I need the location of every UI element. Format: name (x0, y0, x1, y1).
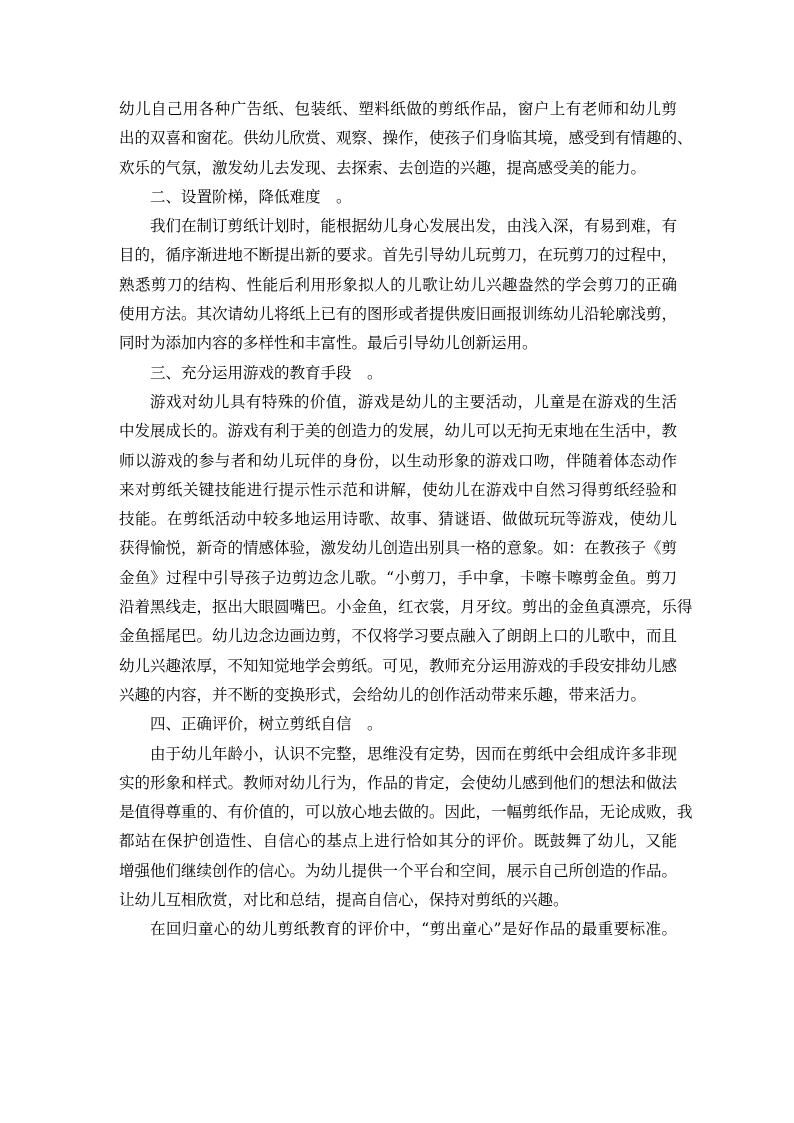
text-line: 出的双喜和窗花。供幼儿欣赏、观察、操作，使孩子们身临其境，感受到有情趣的、 (119, 129, 693, 148)
text-line: 熟悉剪刀的结构、性能后利用形象拟人的儿歌让幼儿兴趣盎然的学会剪刀的正确 (119, 275, 677, 294)
text-line: 都站在保护创造性、自信心的基点上进行恰如其分的评价。既鼓舞了幼儿，又能 (119, 832, 677, 851)
text-line: 师以游戏的参与者和幼儿玩伴的身份，以生动形象的游戏口吻，伴随着体态动作 (119, 451, 677, 470)
text-line: 使用方法。其次请幼儿将纸上已有的图形或者提供废旧画报训练幼儿沿轮廓浅剪， (119, 305, 678, 324)
text-line: 在回归童心的幼儿剪纸教育的评价中，“剪出童心”是好作品的最重要标准。 (150, 920, 677, 939)
text-line: 是值得尊重的、有价值的，可以放心地去做的。因此，一幅剪纸作品，无论成败，我 (119, 803, 693, 822)
text-line: 获得愉悦，新奇的情感体验，激发幼儿创造出别具一格的意象。如：在教孩子《剪 (119, 539, 678, 558)
text-line: 中发展成长的。游戏有利于美的创造力的发展，幼儿可以无拘无束地在生活中，教 (119, 422, 678, 441)
text-line: 实的形象和样式。教师对幼儿行为，作品的肯定，会使幼儿感到他们的想法和做法 (119, 773, 678, 792)
section-heading: 二、设置阶梯，降低难度 。 (150, 187, 352, 206)
text-line: 欢乐的气氛，激发幼儿去发现、去探索、去创造的兴趣，提高感受美的能力。 (119, 158, 647, 177)
text-line: 让幼儿互相欣赏，对比和总结，提高自信心，保持对剪纸的兴趣。 (119, 891, 569, 910)
text-line: 金鱼摇尾巴。幼儿边念边画边剪，不仅将学习要点融入了朗朗上口的儿歌中，而且 (119, 627, 678, 646)
text-line: 由于幼儿年龄小，认识不完整，思维没有定势，因而在剪纸中会组成许多非现 (150, 744, 678, 763)
section-heading: 三、充分运用游戏的教育手段 。 (150, 363, 383, 382)
text-line: 我们在制订剪纸计划时，能根据幼儿身心发展出发，由浅入深，有易到难，有 (150, 217, 678, 236)
text-line: 金鱼》过程中引导孩子边剪边念儿歌。“小剪刀，手中拿，卡嚓卡嚓剪金鱼。剪刀 (119, 568, 677, 587)
body-text (119, 95, 693, 945)
text-line: 兴趣的内容，并不断的变换形式，会给幼儿的创作活动带来乐趣，带来活力。 (119, 685, 647, 704)
text-line: 来对剪纸关键技能进行提示性示范和讲解，使幼儿在游戏中自然习得剪纸经验和 (119, 480, 677, 499)
text-line: 游戏对幼儿具有特殊的价值，游戏是幼儿的主要活动，儿童是在游戏的生活 (150, 392, 677, 411)
text-line: 目的，循序渐进地不断提出新的要求。首先引导幼儿玩剪刀，在玩剪刀的过程中， (119, 246, 678, 265)
text-line: 技能。在剪纸活动中较多地运用诗歌、故事、猜谜语、做做玩玩等游戏，使幼儿 (119, 510, 677, 529)
text-line: 幼儿兴趣浓厚，不知知觉地学会剪纸。可见，教师充分运用游戏的手段安排幼儿感 (119, 656, 678, 675)
text-line: 同时为添加内容的多样性和丰富性。最后引导幼儿创新运用。 (119, 334, 538, 353)
text-line: 增强他们继续创作的信心。为幼儿提供一个平台和空间，展示自己所创造的作品。 (119, 861, 678, 880)
section-heading: 四、正确评价，树立剪纸自信 。 (150, 715, 383, 734)
text-line: 沿着黑线走，抠出大眼圆嘴巴。小金鱼，红衣裳，月牙纹。剪出的金鱼真漂亮，乐得 (119, 598, 693, 617)
text-line: 幼儿自己用各种广告纸、包装纸、塑料纸做的剪纸作品，窗户上有老师和幼儿剪 (119, 100, 677, 118)
